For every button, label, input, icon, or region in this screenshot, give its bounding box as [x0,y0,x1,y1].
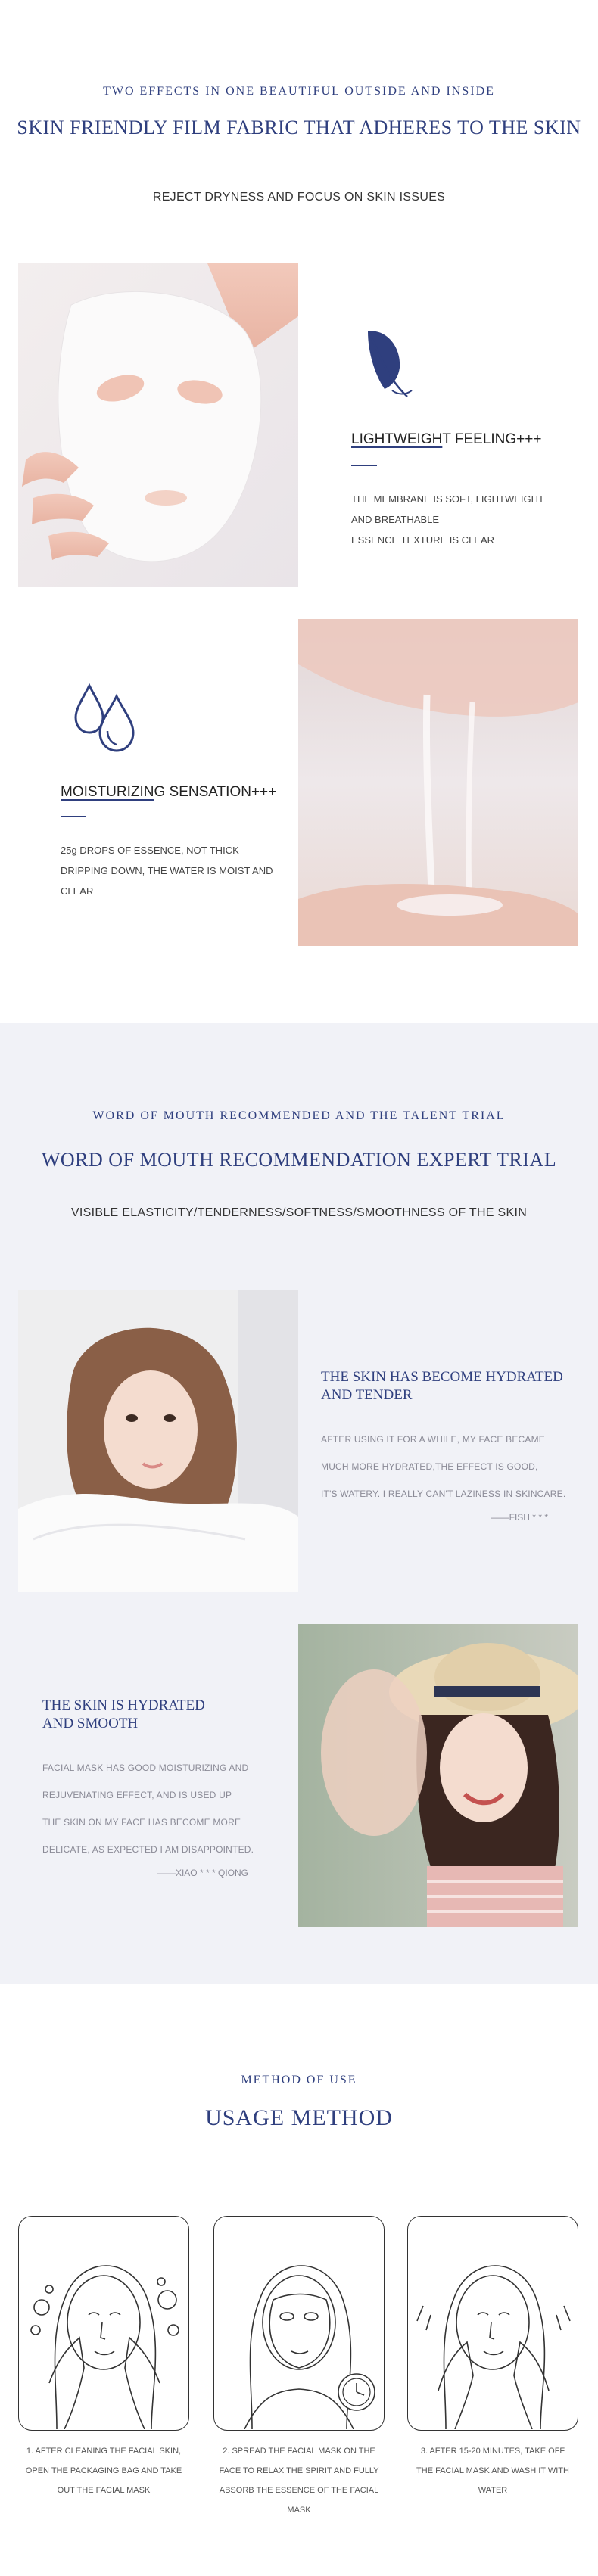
face-cleansing-illustration [19,2217,188,2429]
mask-applied-illustration [214,2217,383,2429]
feature2-line: DRIPPING DOWN, THE WATER IS MOIST AND CLEAR [61,865,273,897]
step3-line: 3. AFTER 15-20 MINUTES, TAKE OFF [420,2447,565,2456]
reviewer1-portrait [18,1290,298,1592]
section-usage-method [0,1984,598,2576]
review1-title-line: AND TENDER [321,1387,413,1403]
review2-line: DELICATE, AS EXPECTED I AM DISAPPOINTED. [42,1844,254,1855]
section3-kicker: METHOD OF USE [241,2074,357,2086]
step1-description [18,2441,189,2500]
section-expert-trial [0,1023,598,1984]
step2-line: MASK [287,2506,311,2515]
feature2-description [61,840,303,901]
review2-title-line: THE SKIN IS HYDRATED [42,1697,205,1713]
feature1-title-underlined: LIGHTWEIGH [351,431,443,447]
feature2-line: 25g DROPS OF ESSENCE, NOT THICK [61,845,239,856]
review2-signature: ——XIAO * * * QIONG [157,1868,248,1878]
step1-card [18,2216,189,2431]
feature1-title-rest: T FEELING+++ [442,431,542,447]
review2-line: FACIAL MASK HAS GOOD MOISTURIZING AND [42,1762,249,1773]
feature1-title [351,431,541,448]
step1-line: OUT THE FACIAL MASK [57,2486,151,2495]
section1-subhead: REJECT DRYNESS AND FOCUS ON SKIN ISSUES [152,191,446,204]
water-drops-icon [73,681,145,754]
reviewer1-photo [18,1290,298,1592]
feature1-line: ESSENCE TEXTURE IS CLEAR [351,534,495,546]
feature2-title-rest: G SENSATION+++ [154,784,277,800]
review1-signature: ——FISH * * * [491,1512,548,1523]
step2-description [213,2441,385,2520]
review2-text [42,1754,300,1863]
feature1-line: THE MEMBRANE IS SOFT, LIGHTWEIGHT [351,493,544,505]
section-skin-friendly-fabric [0,0,598,1023]
review1-line: AFTER USING IT FOR A WHILE, MY FACE BECAME [321,1434,546,1445]
step3-line: WATER [478,2486,508,2495]
review2-line: REJUVENATING EFFECT, AND IS USED UP [42,1790,232,1800]
section1-headline: SKIN FRIENDLY FILM FABRIC THAT ADHERES TO THE SKIN [17,117,581,138]
step1-line: 1. AFTER CLEANING THE FACIAL SKIN, [26,2447,182,2456]
step3-line: THE FACIAL MASK AND WASH IT WITH [416,2466,569,2475]
review1-line: MUCH MORE HYDRATED,THE EFFECT IS GOOD, [321,1461,538,1472]
feature2-title-underlined: MOISTURIZIN [61,784,154,800]
step2-card [213,2216,385,2431]
clock-icon [338,2374,375,2410]
feature1-description [351,489,593,550]
step2-line: 2. SPREAD THE FACIAL MASK ON THE [223,2447,375,2456]
section3-headline: USAGE METHOD [205,2105,393,2130]
feature2-title [61,784,276,801]
sheet-mask-illustration [18,263,298,587]
review1-title [321,1368,578,1405]
step1-line: OPEN THE PACKAGING BAG AND TAKE [25,2466,182,2475]
step3-description [407,2441,578,2500]
step2-line: FACE TO RELAX THE SPIRIT AND FULLY [219,2466,379,2475]
feature1-divider [351,465,377,466]
review1-text [321,1426,586,1507]
review1-line: IT'S WATERY. I REALLY CAN'T LAZINESS IN SKINCARE. [321,1489,566,1499]
feature1-line: AND BREATHABLE [351,514,440,525]
sheet-mask-hands-photo [18,263,298,587]
section2-headline: WORD OF MOUTH RECOMMENDATION EXPERT TRIAL [41,1149,557,1171]
section2-subhead: VISIBLE ELASTICITY/TENDERNESS/SOFTNESS/SMOOTHNESS OF THE SKIN [70,1206,528,1219]
reviewer2-portrait [298,1624,578,1927]
section1-kicker: TWO EFFECTS IN ONE BEAUTIFUL OUTSIDE AND INSIDE [103,85,495,98]
review2-title [42,1697,285,1733]
review2-title-line: AND SMOOTH [42,1716,139,1731]
dripping-essence-photo [298,619,578,946]
review2-line: THE SKIN ON MY FACE HAS BECOME MORE [42,1817,241,1828]
step3-card [407,2216,578,2431]
section2-kicker: WORD OF MOUTH RECOMMENDED AND THE TALENT TRIAL [92,1109,506,1122]
essence-drip-illustration [298,619,578,946]
step2-line: ABSORB THE ESSENCE OF THE FACIAL [219,2486,379,2495]
feather-icon [362,325,415,401]
face-rinse-illustration [408,2217,577,2429]
feature2-divider [61,816,86,817]
review1-title-line: THE SKIN HAS BECOME HYDRATED [321,1369,563,1385]
reviewer2-photo [298,1624,578,1927]
